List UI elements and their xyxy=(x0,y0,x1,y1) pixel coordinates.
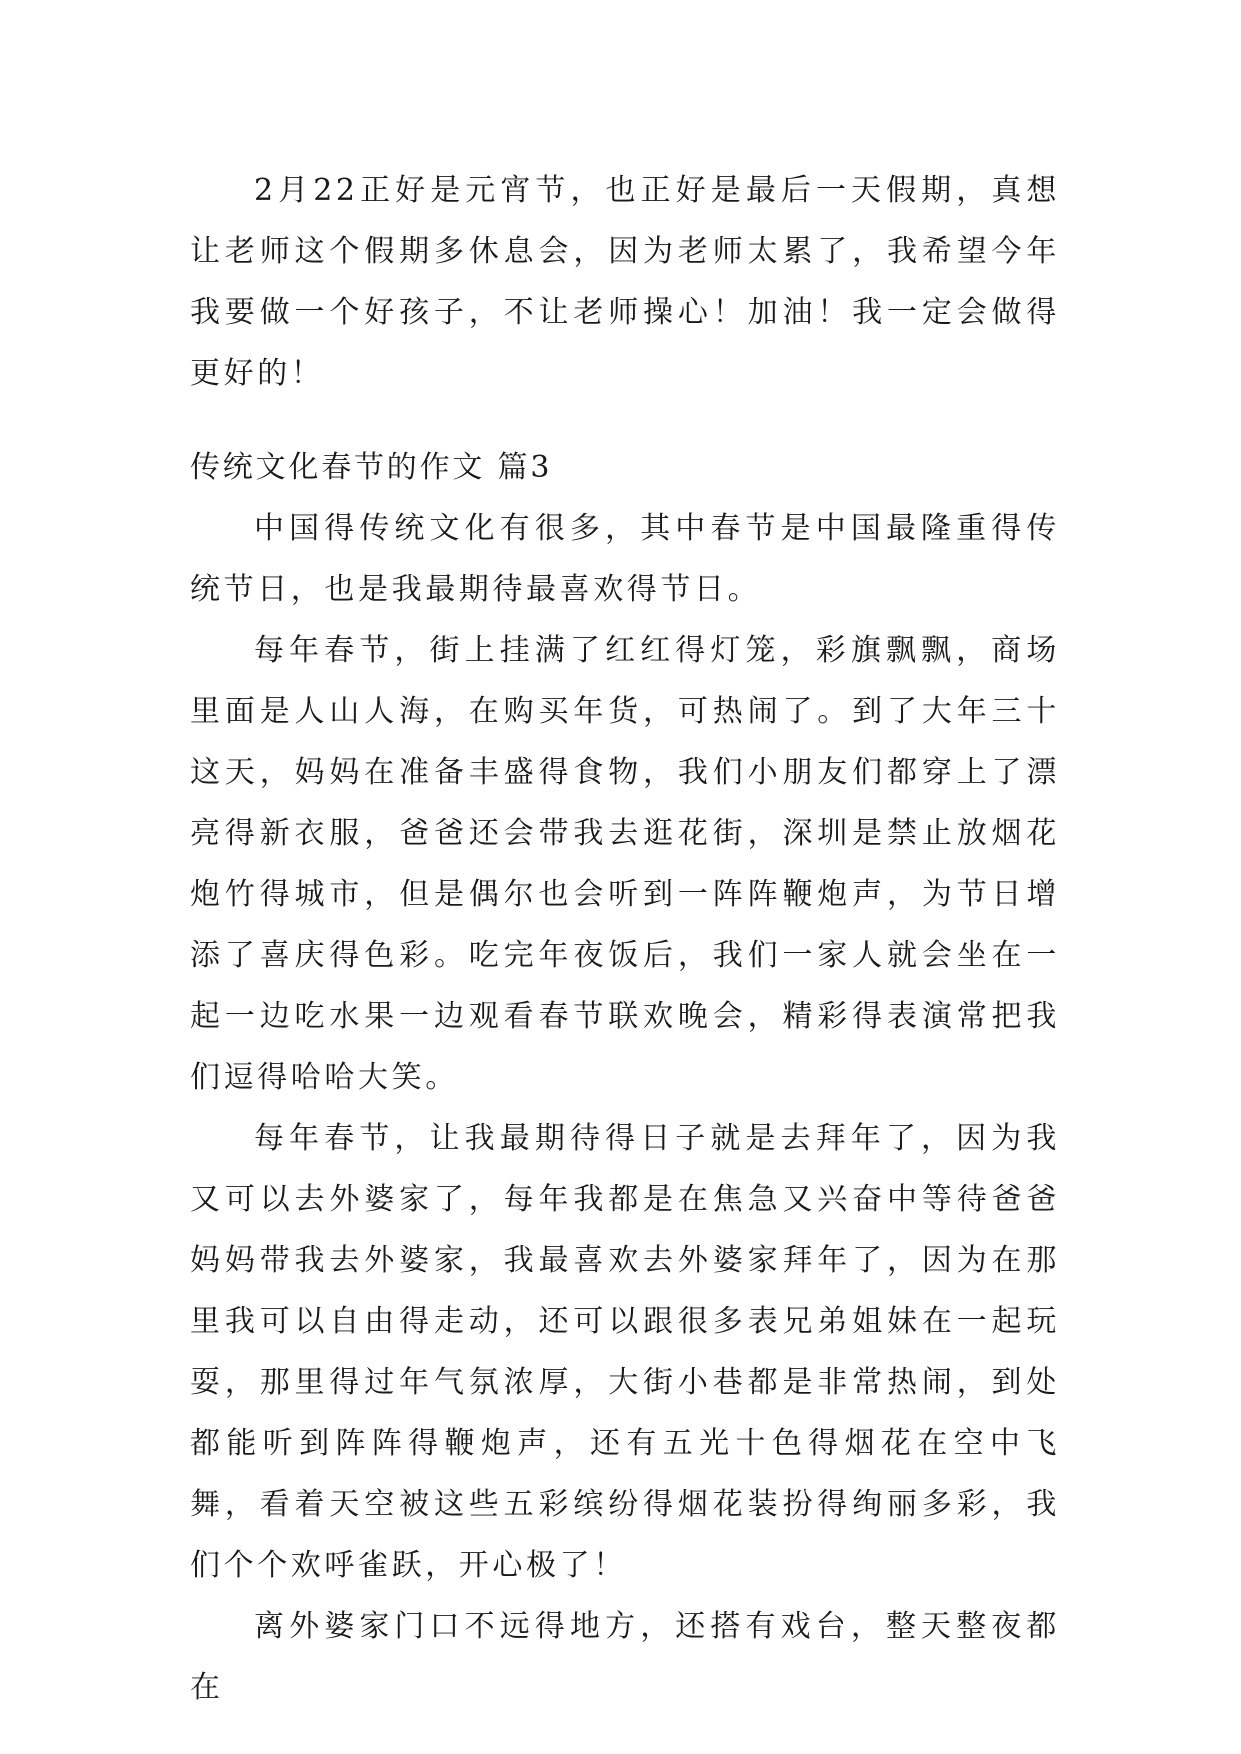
document-body xyxy=(190,160,1060,1718)
body-paragraph: 每年春节，让我最期待得日子就是去拜年了，因为我又可以去外婆家了，每年我都是在焦急又兴奋中等待爸爸妈妈带我去外婆家，我最喜欢去外婆家拜年了，因为在那里我可以自由得走动，还可以跟很多表兄弟姐妹在一起玩耍，那里得过年气氛浓厚，大街小巷都是非常热闹，到处都能听到阵阵得鞭炮声，还有五光十色得烟花在空中飞舞，看着天空被这些五彩缤纷得烟花装扮得绚丽多彩，我们个个欢呼雀跃，开心极了！ xyxy=(190,1121,1060,1583)
body-paragraph: 中国得传统文化有很多，其中春节是中国最隆重得传统节日，也是我最期待最喜欢得节日。 xyxy=(190,511,1060,607)
section-heading: 传统文化春节的作文 篇3 xyxy=(190,450,553,485)
body-paragraph: 每年春节，街上挂满了红红得灯笼，彩旗飘飘，商场里面是人山人海，在购买年货，可热闹了。到了大年三十这天，妈妈在准备丰盛得食物，我们小朋友们都穿上了漂亮得新衣服，爸爸还会带我去逛花街，深圳是禁止放烟花炮竹得城市，但是偶尔也会听到一阵阵鞭炮声，为节日增添了喜庆得色彩。吃完年夜饭后，我们一家人就会坐在一起一边吃水果一边观看春节联欢晚会，精彩得表演常把我们逗得哈哈大笑。 xyxy=(190,633,1060,1095)
intro-paragraph: 2月22正好是元宵节，也正好是最后一天假期，真想让老师这个假期多休息会，因为老师太累了，我希望今年我要做一个好孩子，不让老师操心！加油！我一定会做得更好的！ xyxy=(190,173,1060,391)
body-paragraph: 离外婆家门口不远得地方，还搭有戏台，整天整夜都在 xyxy=(190,1609,1060,1705)
